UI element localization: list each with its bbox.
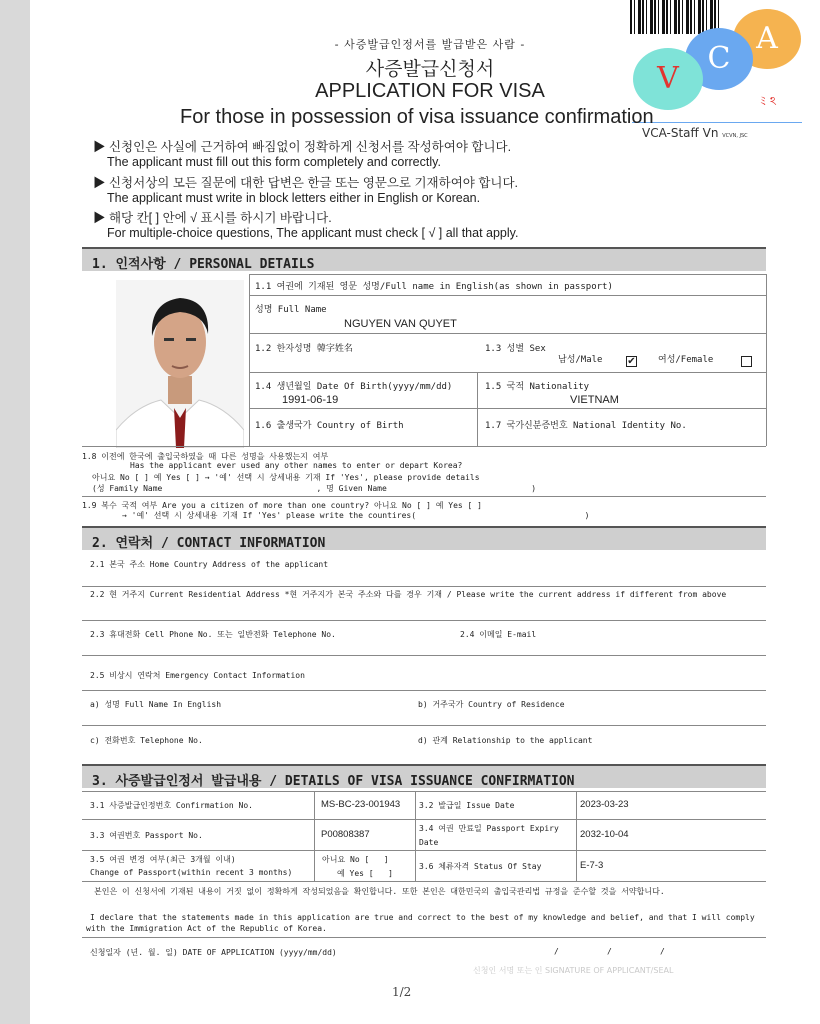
logo-caption: VCA-Staff Vn VCVN, JSC <box>642 126 748 140</box>
section-1-header: 1. 인적사항 / PERSONAL DETAILS <box>82 247 766 271</box>
instruction-3-kr: ▶ 해당 칸[ ] 안에 √ 표시를 하시기 바랍니다. <box>93 211 332 225</box>
grid-line <box>82 586 766 587</box>
grid-line <box>82 620 766 621</box>
grid-line <box>477 372 478 446</box>
instruction-1-en: The applicant must fill out this form completely and correctly. <box>107 155 441 169</box>
grid-line <box>249 408 766 409</box>
field-1-8-names[interactable]: (성 Family Name , 명 Given Name ) <box>92 484 537 493</box>
grid-line <box>766 274 767 446</box>
logo-circle-c: C <box>685 28 753 90</box>
instruction-2-en: The applicant must write in block letters either in English or Korean. <box>107 191 481 205</box>
signature-label[interactable]: 신청인 서명 또는 인 SIGNATURE OF APPLICANT/SEAL <box>473 966 674 975</box>
section-3-header: 3. 사증발급인정서 발급내용 / DETAILS OF VISA ISSUANCE CONFIRMATION <box>82 764 766 788</box>
sex-female-checkbox[interactable] <box>741 351 752 370</box>
field-3-4-label: 3.4 여권 만료일 Passport Expiry <box>419 824 559 833</box>
instruction-1-kr: ▶ 신청인은 사실에 근거하여 빠짐없이 정확하게 신청서를 작성하여야 합니다. <box>93 140 512 154</box>
field-2-5c-label: c) 전화번호 Telephone No. <box>90 736 203 745</box>
passport-no-value[interactable]: P00808387 <box>321 829 370 840</box>
issue-date-value[interactable]: 2023-03-23 <box>580 799 629 810</box>
field-3-5-label: 3.5 여권 변경 여부(최근 3개월 이내) <box>90 855 236 864</box>
full-name-value[interactable]: NGUYEN VAN QUYET <box>344 318 457 330</box>
field-3-4-label-2: Date <box>419 838 439 847</box>
field-2-1-label: 2.1 본국 주소 Home Country Address of the applicant <box>90 560 329 569</box>
applicant-photo <box>116 280 244 448</box>
field-2-5a-label: a) 성명 Full Name In English <box>90 700 222 709</box>
field-1-8-label: 1.8 이전에 한국에 출입국하였을 때 다른 성명을 사용했는지 여부 <box>82 452 329 461</box>
instruction-2-kr: ▶ 신청서상의 모든 질문에 대한 답변은 한글 또는 영문으로 기재하여야 합니다. <box>93 176 519 190</box>
field-2-5d-label: d) 관계 Relationship to the applicant <box>418 736 593 745</box>
declaration-english: I declare that the statements made in this application are true and correct to the best of my knowledge and belief, and that I will comply with the Immigration Act of the Republic of Korea. <box>86 913 755 933</box>
field-1-9-details[interactable]: → '예' 선택 시 상세내용 기재 If 'Yes' please write the countires( ) <box>122 511 590 520</box>
date-of-application-label: 신청일자 (년. 월. 일) DATE OF APPLICATION (yyyy/mm/dd) <box>90 948 337 957</box>
grid-line <box>82 819 766 820</box>
grid-line <box>82 690 766 691</box>
field-1-2-label: 1.2 한자성명 韓字姓名 <box>255 344 353 354</box>
field-2-2-label: 2.2 현 거주지 Current Residential Address *현 거주지가 본국 주소와 다를 경우 기재 / Please write the current address if different from above <box>90 590 727 599</box>
field-1-5-label: 1.5 국적 Nationality <box>485 382 590 392</box>
date-of-application-value[interactable]: / / / <box>554 947 665 956</box>
field-3-5-label-2: Change of Passport(within recent 3 months) <box>90 868 293 877</box>
instruction-3-en: For multiple-choice questions, The applicant must check [ √ ] all that apply. <box>107 226 519 240</box>
grid-line <box>249 274 766 275</box>
field-3-3-label: 3.3 여권번호 Passport No. <box>90 831 203 840</box>
logo-circle-a: A <box>733 9 801 69</box>
grid-line <box>249 333 766 334</box>
field-3-1-label: 3.1 사증발급인정번호 Confirmation No. <box>90 801 253 810</box>
grid-line <box>82 937 766 938</box>
field-1-1-label: 1.1 여권에 기재된 영문 성명/Full name in English(as shown in passport) <box>255 282 613 292</box>
application-form-page <box>30 0 820 1024</box>
form-subtitle: - 사증발급인정서를 발급받은 사람 - <box>334 38 526 51</box>
nationality-value[interactable]: VIETNAM <box>570 394 619 406</box>
grid-line <box>82 655 766 656</box>
confirmation-no-value[interactable]: MS-BC-23-001943 <box>321 799 401 810</box>
form-title-english: APPLICATION FOR VISA <box>315 80 545 102</box>
field-1-3-label: 1.3 성별 Sex <box>485 344 546 354</box>
declaration-korean: 본인은 이 신청서에 기재된 내용이 거짓 없이 정확하게 작성되었음을 확인합니다. 또한 본인은 대한민국의 출입국관리법 규정을 준수할 것을 서약합니다. <box>94 887 665 896</box>
grid-line <box>82 881 766 882</box>
dob-value[interactable]: 1991-06-19 <box>282 394 339 406</box>
sex-male-label: 남성/Male <box>558 355 603 365</box>
grid-line <box>249 295 766 296</box>
passport-expiry-value[interactable]: 2032-10-04 <box>580 829 629 840</box>
field-1-4-label: 1.4 생년월일 Date Of Birth(yyyy/mm/dd) <box>255 382 453 392</box>
logo-circle-v: V <box>633 48 703 110</box>
logo-mark: ﾐ ঽ <box>760 94 777 108</box>
field-1-6-label: 1.6 출생국가 Country of Birth <box>255 421 404 431</box>
status-of-stay-value[interactable]: E-7-3 <box>580 860 604 871</box>
passport-change-yes-option[interactable]: 예 Yes [ ] <box>337 869 393 878</box>
field-2-5b-label: b) 거주국가 Country of Residence <box>418 700 565 709</box>
passport-change-no-option[interactable]: 아니요 No [ ] <box>322 855 389 864</box>
grid-line <box>82 496 766 497</box>
form-title-english-2: For those in possession of visa issuance confirmation <box>180 106 654 128</box>
field-1-7-label: 1.7 국가신분증번호 National Identity No. <box>485 421 687 431</box>
sex-female-label: 여성/Female <box>658 355 714 365</box>
page-number: 1/2 <box>392 985 412 999</box>
grid-line <box>314 791 315 881</box>
section-2-header: 2. 연락처 / CONTACT INFORMATION <box>82 526 766 550</box>
grid-line <box>249 372 766 373</box>
field-2-3-label: 2.3 휴대전화 Cell Phone No. 또는 일반전화 Telephone No. <box>90 630 336 639</box>
grid-line <box>82 791 766 792</box>
field-2-4-label: 2.4 이메일 E-mail <box>460 630 537 639</box>
field-1-8-options[interactable]: 아니요 No [ ] 예 Yes [ ] → '예' 선택 시 상세내용 기재 If 'Yes', please provide details <box>92 473 480 482</box>
form-title-korean: 사증발급신청서 <box>365 58 495 80</box>
grid-line <box>249 274 250 446</box>
grid-line <box>82 446 766 447</box>
field-3-6-label: 3.6 체류자격 Status Of Stay <box>419 862 542 871</box>
full-name-label: 성명 Full Name <box>255 305 327 315</box>
field-2-5-label: 2.5 비상시 연락처 Emergency Contact Information <box>90 671 305 680</box>
grid-line <box>82 850 766 851</box>
field-1-9-label[interactable]: 1.9 복수 국적 여부 Are you a citizen of more than one country? 아니요 No [ ] 예 Yes [ ] <box>82 501 482 510</box>
field-3-2-label: 3.2 발급일 Issue Date <box>419 801 515 810</box>
grid-line <box>82 725 766 726</box>
grid-line <box>415 791 416 881</box>
field-1-8-question: Has the applicant ever used any other names to enter or depart Korea? <box>130 461 463 470</box>
sex-male-checkbox[interactable]: ✔ <box>627 356 636 367</box>
grid-line <box>576 791 577 881</box>
